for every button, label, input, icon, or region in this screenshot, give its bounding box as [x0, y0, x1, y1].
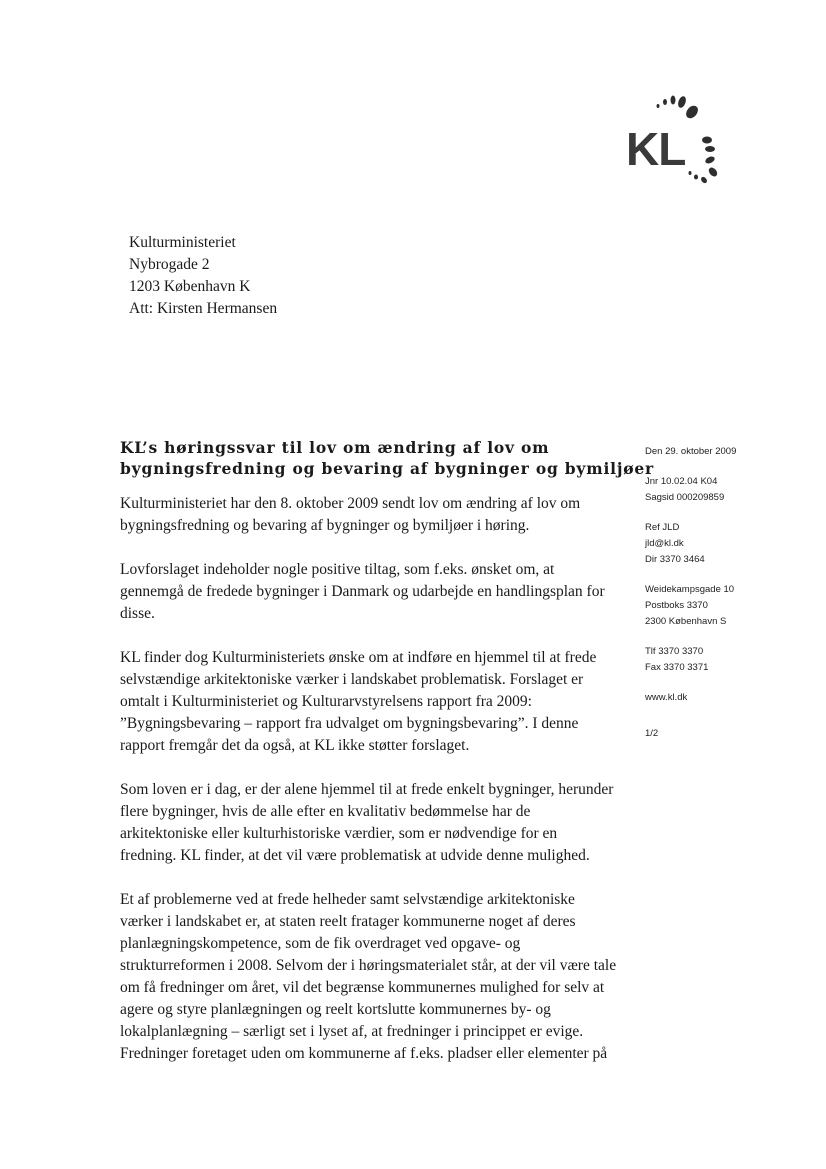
text-line: Fredninger foretaget uden om kommunerne af f.eks. pladser eller elementer på [120, 1045, 608, 1062]
text-line: lokalplanlægning – særligt set i lyset af, at fredninger i princippet er evige. [120, 1023, 584, 1040]
street-address: Weidekampsgade 10 [645, 584, 735, 595]
text-line: værker i landskabet er, at staten reelt fratager kommunerne noget af deres [120, 913, 576, 930]
text-line: Et af problemerne ved at frede helheder samt selvstændige arkitektoniske [120, 891, 575, 908]
journal-number: Jnr 10.02.04 K04 [645, 476, 718, 487]
fax: Fax 3370 3371 [645, 662, 709, 673]
text-line: bygningsfredning og bevaring af bygninger og bymiljøer i høring. [120, 517, 530, 534]
text-line: Lovforslaget indeholder nogle positive tiltag, som f.eks. ønsket om, at [120, 561, 555, 578]
paragraph-4 [120, 779, 614, 867]
text-line: fredning. KL finder, at det vil være problematisk at udvide denne mulighed. [120, 847, 590, 864]
text-line: omtalt i Kulturministeriet og Kulturarvstyrelsens rapport fra 2009: [120, 693, 532, 710]
text-line: om få fredninger om året, vil det begrænse kommunernes mulighed for selv at [120, 979, 605, 996]
paragraph-5 [120, 889, 617, 1065]
text-line: arkitektoniske eller kulturhistoriske værdier, som er nødvendige for en [120, 825, 558, 842]
letter-date: Den 29. oktober 2009 [645, 446, 737, 457]
kl-logo [620, 92, 730, 192]
direct-phone: Dir 3370 3464 [645, 554, 705, 565]
text-line: rapport fremgår det da også, at KL ikke støtter forslaget. [120, 737, 470, 754]
text-line: Som loven er i dag, er der alene hjemmel til at frede enkelt bygninger, herunder [120, 781, 614, 798]
text-line: flere bygninger, hvis de alle efter en kvalitativ bedømmelse har de [120, 803, 531, 820]
title-line: bygningsfredning og bevaring af bygninger og bymiljøer [120, 459, 654, 478]
letter-title [120, 437, 654, 479]
logo-text: KL [626, 123, 686, 175]
case-id: Sagsid 000209859 [645, 492, 725, 503]
paragraph-1 [120, 493, 610, 537]
reference: Ref JLD [645, 522, 680, 533]
sender-info-sidebar [645, 444, 736, 742]
website-link[interactable]: www.kl.dk [645, 692, 688, 703]
address-line: Nybrogade 2 [129, 256, 210, 273]
recipient-address [129, 232, 277, 320]
text-line: disse. [120, 605, 155, 622]
address-line: Kulturministeriet [129, 234, 236, 251]
page-number: 1/2 [645, 728, 659, 739]
address-line: 1203 København K [129, 278, 251, 295]
text-line: agere og styre planlægningen og reelt kortslutte kommunernes by- og [120, 1001, 551, 1018]
city: 2300 København S [645, 616, 727, 627]
postbox: Postboks 3370 [645, 600, 708, 611]
paragraph-3 [120, 647, 610, 757]
text-line: Kulturministeriet har den 8. oktober 2009 sendt lov om ændring af lov om [120, 495, 581, 512]
text-line: KL finder dog Kulturministeriets ønske om at indføre en hjemmel til at frede [120, 649, 597, 666]
email-link[interactable]: jld@kl.dk [645, 538, 684, 549]
paragraph-2 [120, 559, 610, 625]
text-line: planlægningskompetence, som de fik overdraget ved opgave- og [120, 935, 521, 952]
address-line: Att: Kirsten Hermansen [129, 300, 278, 317]
text-line: selvstændige arkitektoniske værker i landskabet problematisk. Forslaget er [120, 671, 584, 688]
phone: Tlf 3370 3370 [645, 646, 704, 657]
title-line: KL’s høringssvar til lov om ændring af lov om [120, 438, 550, 457]
text-line: ”Bygningsbevaring – rapport fra udvalget om bygningsbevaring”. I denne [120, 715, 579, 732]
text-line: gennemgå de fredede bygninger i Danmark og udarbejde en handlingsplan for [120, 583, 605, 600]
text-line: strukturreformen i 2008. Selvom der i høringsmaterialet står, at der vil være tale [120, 957, 617, 974]
